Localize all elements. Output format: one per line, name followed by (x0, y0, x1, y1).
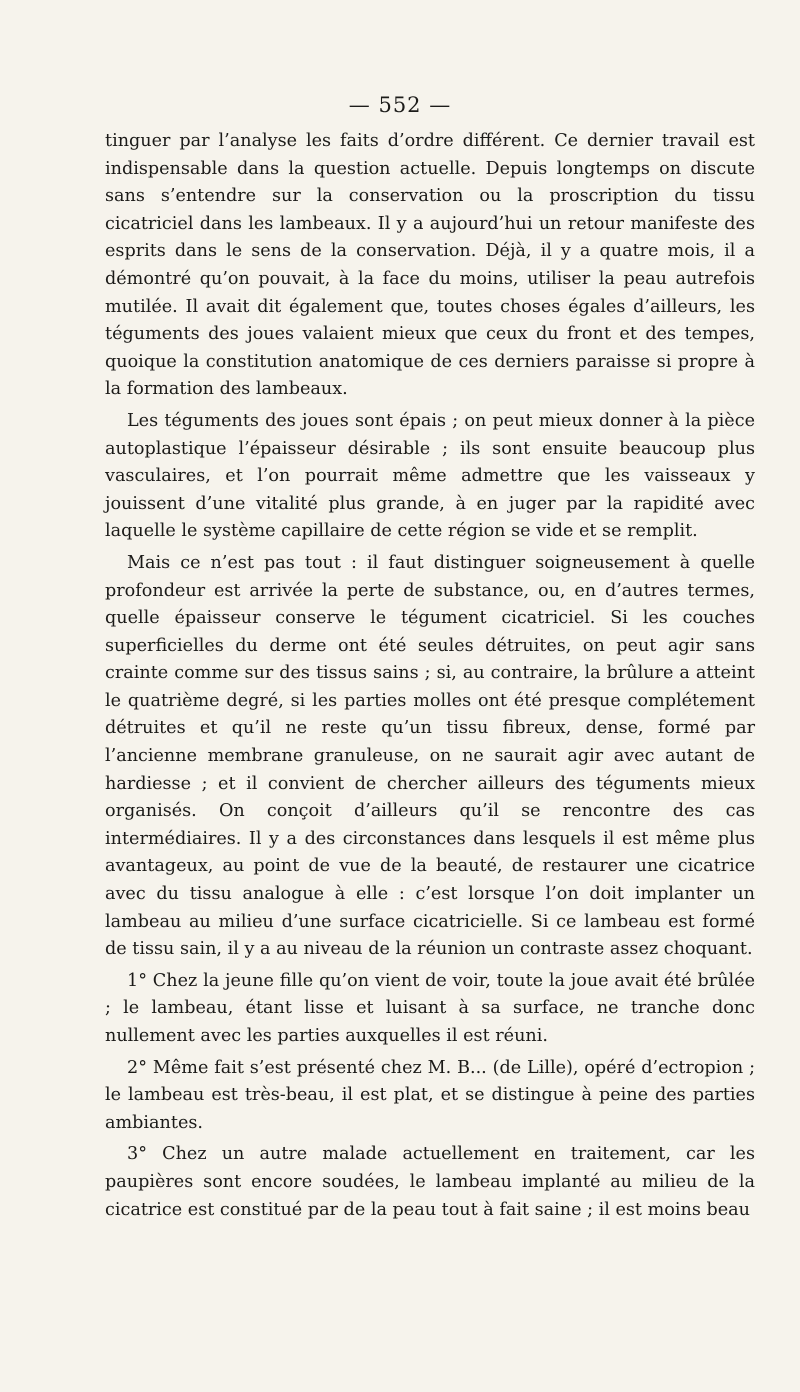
paragraph: Les téguments des joues sont épais ; on peut mieux donner à la pièce autoplastique l’épaisseur désirable ; ils sont ensuite beaucoup plus vasculaires, et l’on pourrait même admettre que les vaisseaux y jouissent d’une vitalité plus grande, à en juger par la rapidité avec laquelle le système capillaire de cette région se vide et se remplit. (105, 410, 755, 542)
paragraph: 1° Chez la jeune fille qu’on vient de voir, toute la joue avait été brûlée ; le lambeau, étant lisse et luisant à sa surface, ne tranche donc nullement avec les parties auxquelles il est réuni. (105, 970, 755, 1046)
paragraph: tinguer par l’analyse les faits d’ordre différent. Ce dernier travail est indispensable dans la question actuelle. Depuis longtemps on discute sans s’entendre sur la conservation ou la proscription du tissu cicatriciel dans les lambeaux. Il y a aujourd’hui un retour manifeste des esprits dans le sens de la conservation. Déjà, il y a quatre mois, il a démontré qu’on pouvait, à la face du moins, utiliser la peau autrefois mutilée. Il avait dit également que, toutes choses égales d’ailleurs, les téguments des joues valaient mieux que ceux du front et des tempes, quoique la constitution anatomique de ces derniers paraisse si propre à la formation des lambeaux. (105, 131, 755, 400)
paragraph: 3° Chez un autre malade actuellement en traitement, car les paupières sont encore soudées, le lambeau implanté au milieu de la cicatrice est constitué par de la peau tout à fait saine ; il est moins beau (105, 1144, 755, 1220)
page-number: — 552 — (348, 93, 452, 117)
paragraph: 2° Même fait s’est présenté chez M. B... (de Lille), opéré d’ectropion ; le lambeau est très-beau, il est plat, et se distingue à peine des parties ambiantes. (105, 1057, 755, 1133)
body-text (105, 128, 755, 1224)
paragraph: Mais ce n’est pas tout : il faut distinguer soigneusement à quelle profondeur est arrivée la perte de substance, ou, en d’autres termes, quelle épaisseur conserve le tégument cicatriciel. Si les couches superficielles du derme ont été seules détruites, on peut agir sans crainte comme sur des tissus sains ; si, au contraire, la brûlure a atteint le quatrième degré, si les parties molles ont été presque complétement détruites et qu’il ne reste qu’un tissu fibreux, dense, formé par l’ancienne membrane granuleuse, on ne saurait agir avec autant de hardiesse ; et il convient de chercher ailleurs des téguments mieux organisés. On conçoit d’ailleurs qu’il se rencontre des cas intermédiaires. Il y a des circonstances dans lesquels il est même plus avantageux, au point de vue de la beauté, de restaurer une cicatrice avec du tissu analogue à elle : c’est lorsque l’on doit implanter un lambeau au milieu d’une surface cicatricielle. Si ce lambeau est formé de tissu sain, il y a au niveau de la réunion un contraste assez choquant. (105, 552, 755, 960)
